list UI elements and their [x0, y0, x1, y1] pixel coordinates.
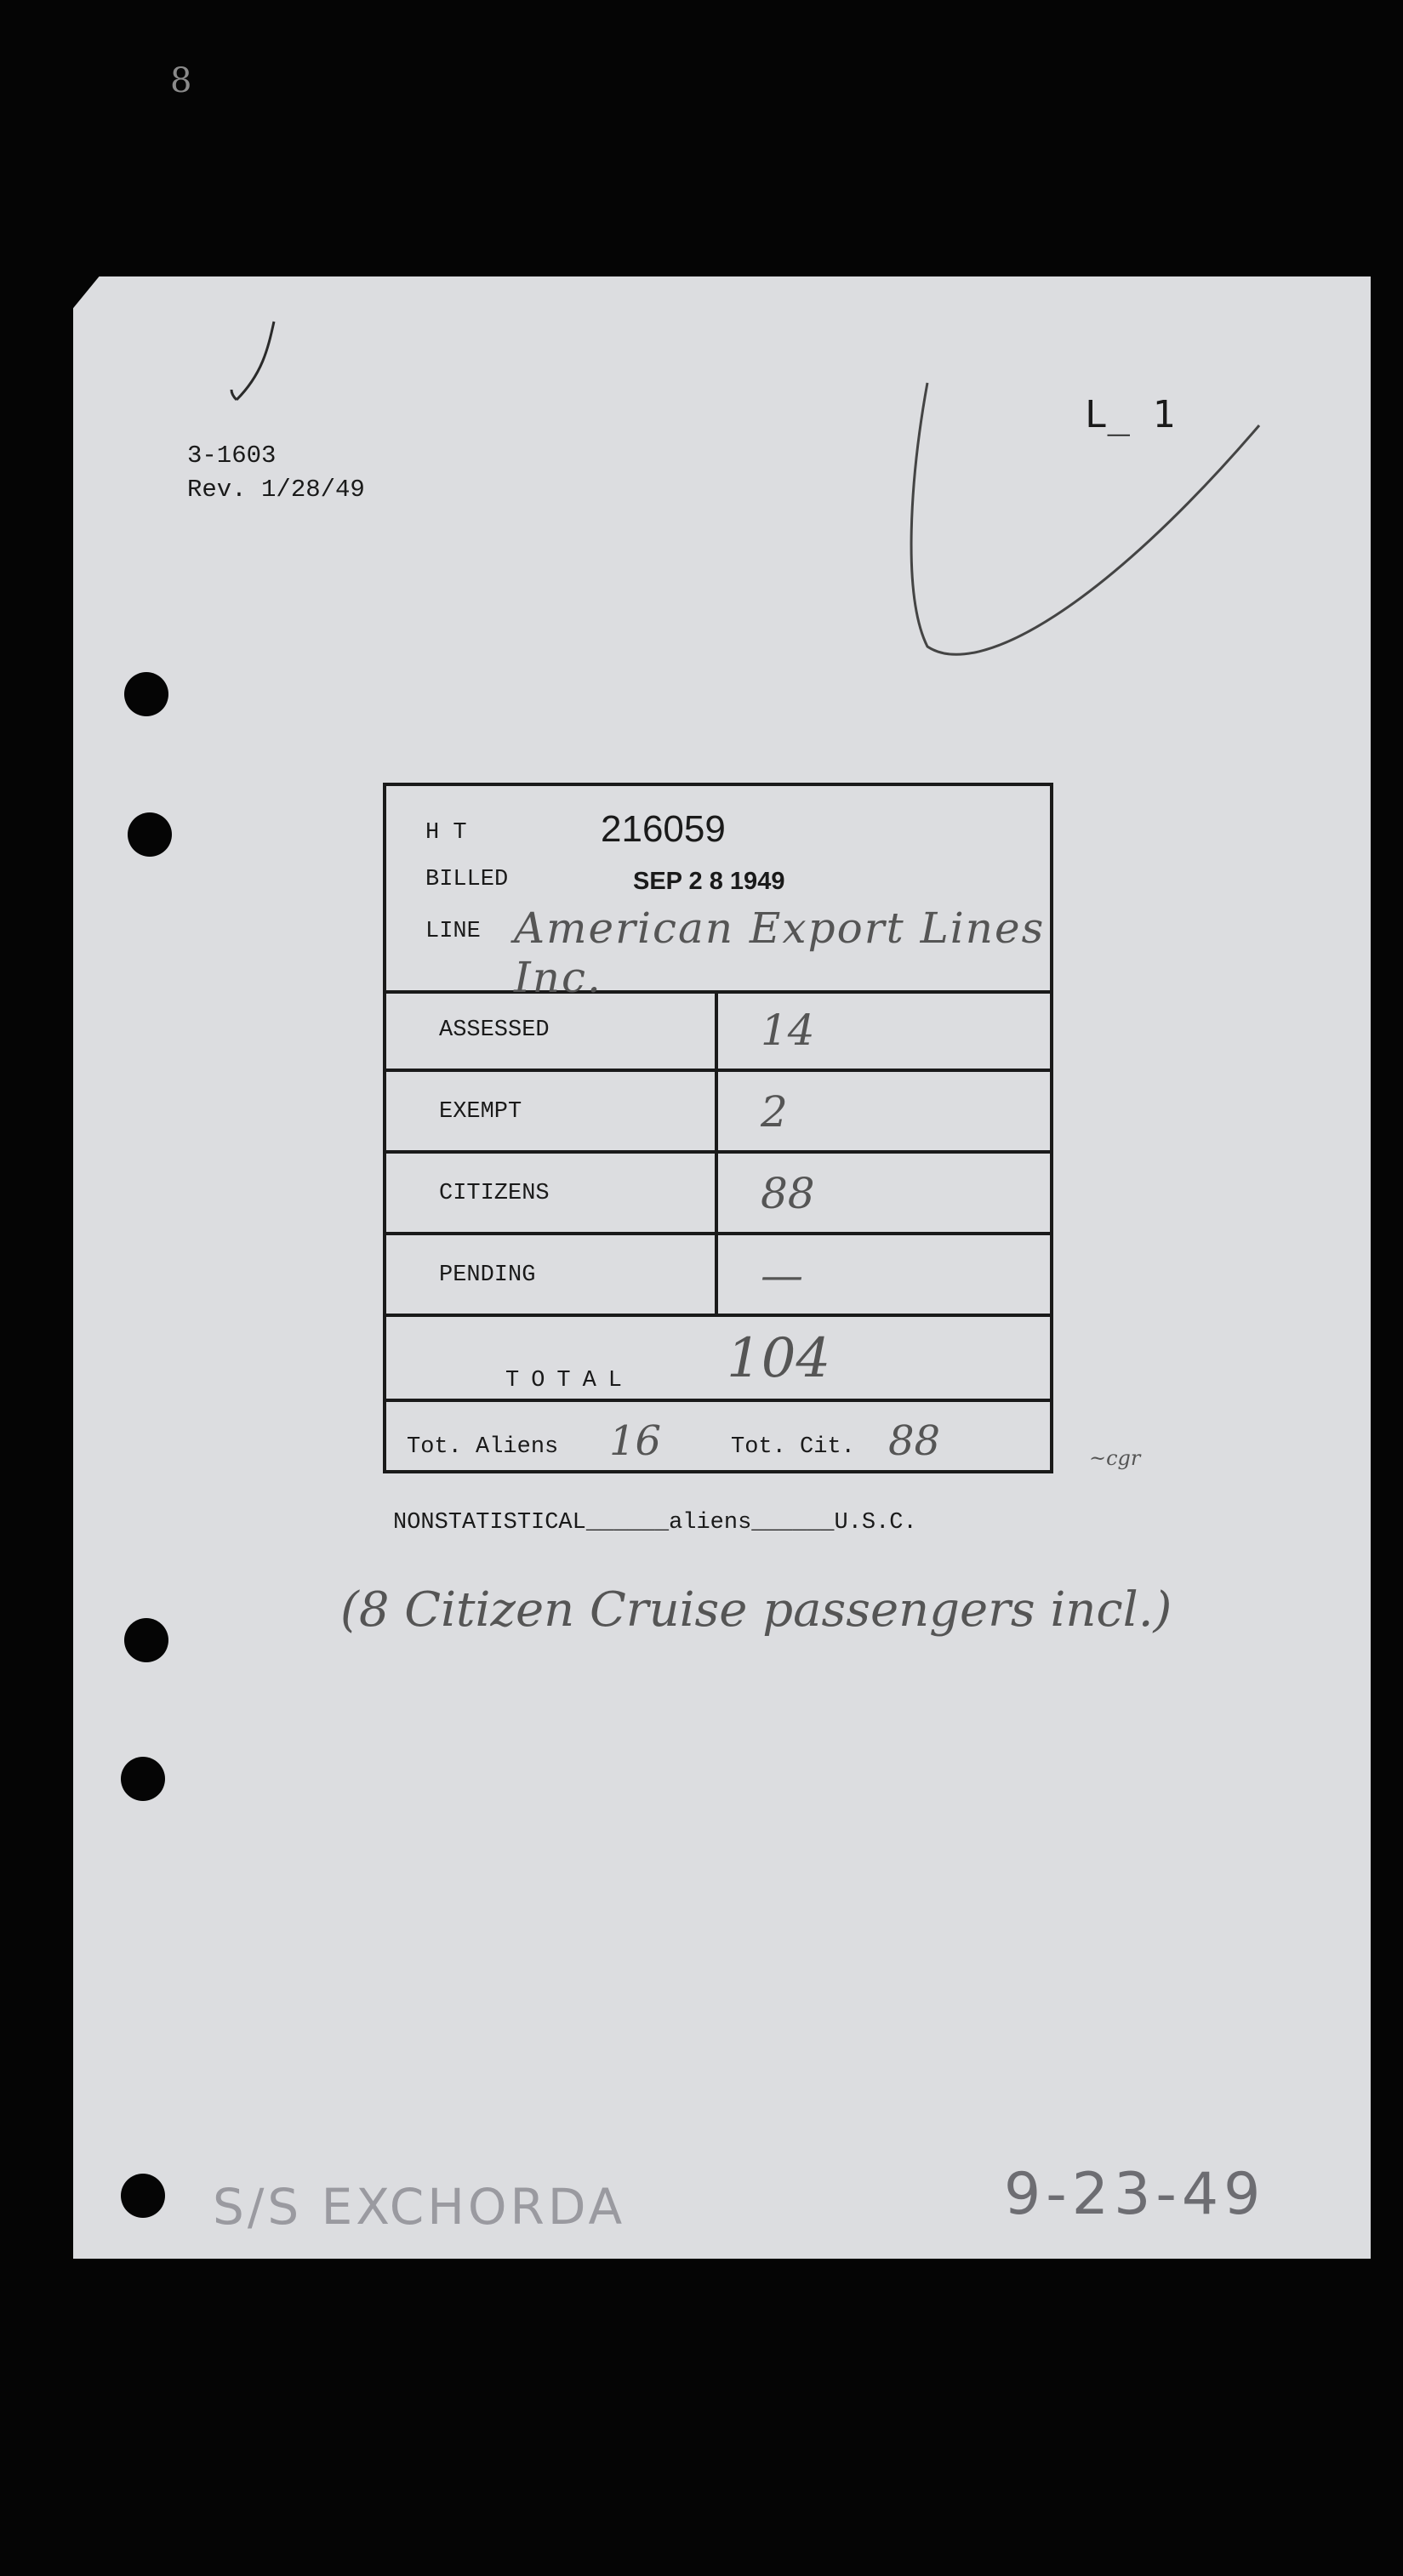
form-revision: Rev. 1/28/49 — [187, 476, 365, 504]
nonstatistical-line: NONSTATISTICAL______aliens______U.S.C. — [393, 1510, 917, 1536]
form-row-citizens — [386, 1154, 1050, 1235]
totals-line — [386, 1402, 1050, 1470]
form-row-total — [386, 1317, 1050, 1402]
form-identifier — [187, 439, 365, 507]
handwritten-note: (8 Citizen Cruise passengers incl.) — [340, 1582, 1172, 1638]
total-citizens-label: Tot. Cit. — [731, 1434, 855, 1460]
ht-label: H T — [425, 820, 467, 846]
form-header — [386, 786, 1050, 1002]
form-number: 3-1603 — [187, 442, 277, 470]
total-label: TOTAL — [505, 1368, 635, 1393]
form-row-pending — [386, 1235, 1050, 1317]
nonstatistical-label: NONSTATISTICAL — [393, 1510, 586, 1536]
large-check-mark-icon — [885, 374, 1276, 681]
row-label: ASSESSED — [439, 1017, 550, 1043]
billed-label: BILLED — [425, 867, 509, 892]
row-value: 14 — [761, 1006, 815, 1055]
corner-mark: L_ 1 — [1085, 393, 1175, 436]
punch-hole — [124, 672, 168, 716]
punch-hole — [121, 2174, 165, 2218]
row-value: — — [761, 1251, 803, 1300]
total-citizens-value: 88 — [888, 1417, 941, 1465]
punch-hole — [121, 1757, 165, 1801]
aliens-label: aliens — [669, 1510, 752, 1536]
row-value: 2 — [761, 1087, 788, 1137]
punch-hole — [128, 812, 172, 857]
arrival-date: 9-23-49 — [1004, 2161, 1266, 2228]
row-label: CITIZENS — [439, 1181, 550, 1206]
head-tax-form — [383, 783, 1053, 1473]
initials: ~cgr — [1089, 1446, 1141, 1470]
form-row-exempt — [386, 1072, 1050, 1154]
punch-hole — [124, 1618, 168, 1662]
line-value: American Export Lines Inc. — [514, 903, 1046, 1002]
check-mark-icon — [230, 315, 289, 408]
usc-label: U.S.C. — [834, 1510, 917, 1536]
ht-number: 216059 — [601, 808, 726, 850]
total-aliens-value: 16 — [609, 1417, 662, 1465]
form-row-assessed — [386, 990, 1050, 1072]
row-label: EXEMPT — [439, 1099, 522, 1125]
total-value: 104 — [727, 1327, 831, 1390]
film-edge-mark: 8 — [170, 61, 192, 100]
total-aliens-label: Tot. Aliens — [407, 1434, 559, 1460]
row-value: 88 — [761, 1169, 815, 1218]
line-label: LINE — [425, 919, 481, 944]
billed-date-stamp: SEP 2 8 1949 — [633, 868, 785, 895]
ship-name: S/S EXCHORDA — [213, 2178, 626, 2236]
row-label: PENDING — [439, 1262, 536, 1288]
